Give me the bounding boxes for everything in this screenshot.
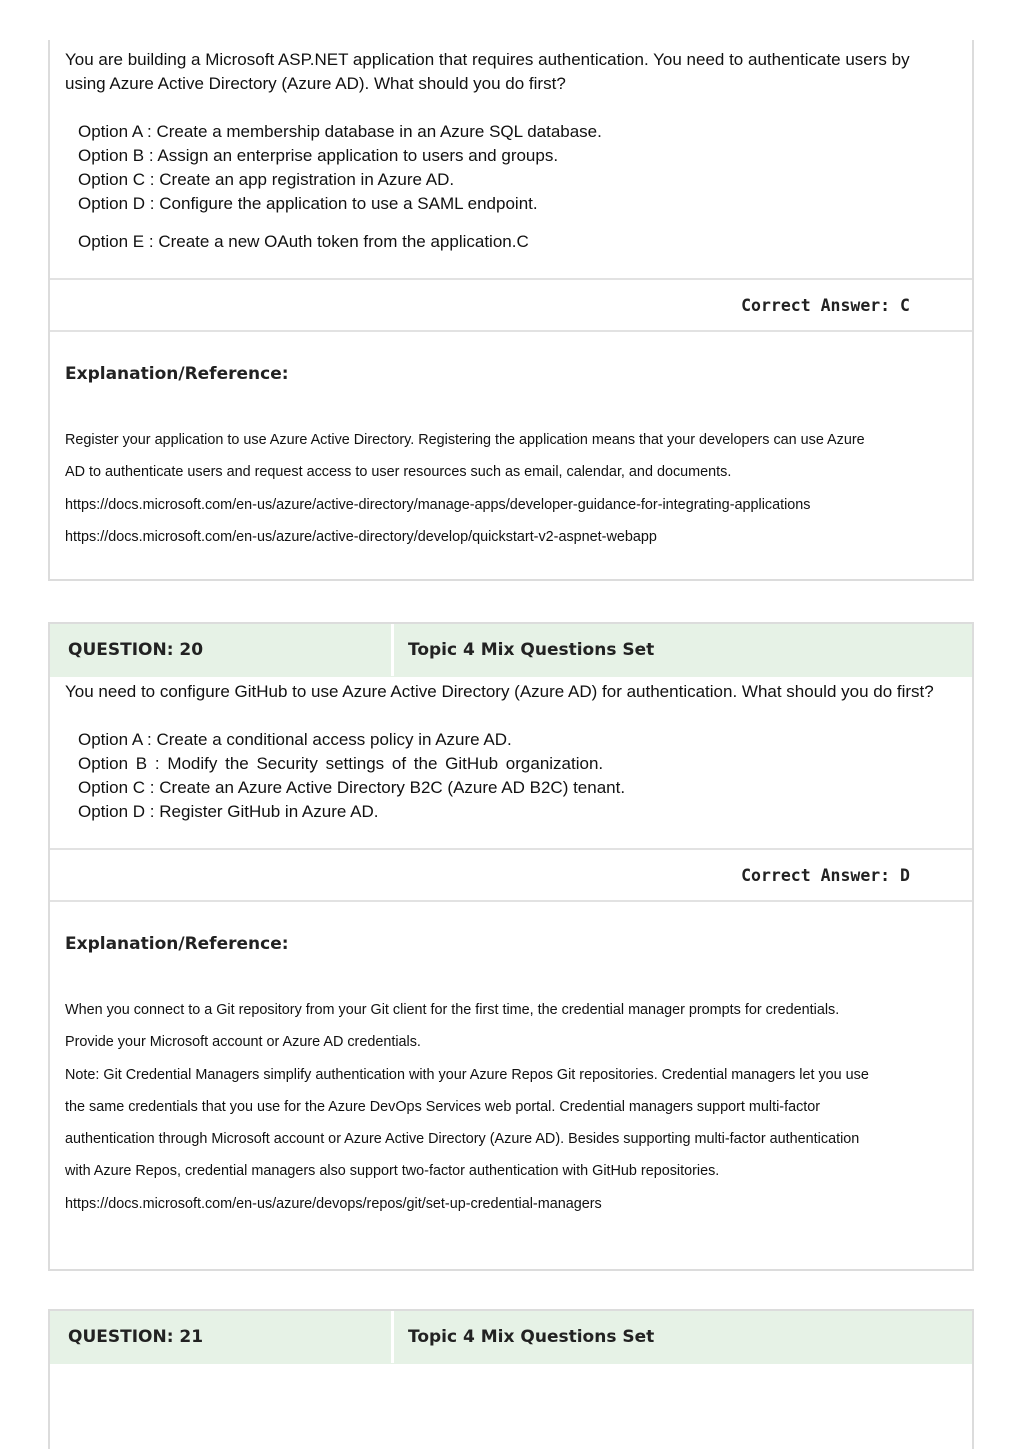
explanation-line: Register your application to use Azure Active Directory. Registering the application means that your developers can use Azure (65, 432, 865, 448)
explanation-body (50, 424, 972, 553)
reference-link: https://docs.microsoft.com/en-us/azure/active-directory/develop/quickstart-v2-aspnet-webapp (65, 528, 657, 545)
option-b: Option B : Modify the Security settings of the GitHub organization. (78, 754, 604, 773)
explanation-line: with Azure Repos, credential managers also support two-factor authentication with GitHub repositories. (65, 1163, 720, 1180)
explanation-body (50, 994, 972, 1220)
option-b: Option B : Assign an enterprise application to users and groups. (78, 146, 559, 165)
explanation-line: AD to authenticate users and request access to user resources such as email, calendar, and documents. (65, 464, 732, 481)
question-text: You need to configure GitHub to use Azure Active Directory (Azure AD) for authentication. What should you do first? (65, 682, 934, 701)
question-topic: Topic 4 Mix Questions Set (408, 1327, 655, 1347)
explanation-line: authentication through Microsoft account or Azure Active Directory (Azure AD). Besides supporting multi-factor authentication (65, 1131, 860, 1148)
question-text: You are building a Microsoft ASP.NET application that requires authentication. You need to authenticate users by using Azure Active Directory (Azure AD). What should you do first? (65, 50, 910, 93)
reference-link: https://docs.microsoft.com/en-us/azure/devops/repos/git/set-up-credential-managers (65, 1195, 602, 1212)
explanation-line: When you connect to a Git repository from your Git client for the first time, the credential manager prompts for credentials. (65, 1002, 840, 1018)
option-a: Option A : Create a membership database in an Azure SQL database. (78, 122, 602, 141)
option-e: Option E : Create a new OAuth token from the application.C (78, 232, 529, 251)
question-number: QUESTION: 20 (50, 624, 394, 676)
option-d: Option D : Register GitHub in Azure AD. (78, 802, 379, 821)
explanation-line: the same credentials that you use for the Azure DevOps Services web portal. Credential managers support multi-factor (65, 1098, 821, 1115)
options-list (50, 120, 972, 254)
explanation-title: Explanation/Reference: (65, 364, 289, 384)
question-header (50, 624, 972, 677)
correct-answer: Correct Answer: D (741, 865, 910, 885)
answer-row (50, 278, 972, 332)
question-21-card (48, 1309, 974, 1449)
option-c: Option C : Create an app registration in Azure AD. (78, 170, 455, 189)
explanation-title: Explanation/Reference: (65, 934, 289, 954)
explanation-line: Provide your Microsoft account or Azure AD credentials. (65, 1034, 421, 1051)
option-d: Option D : Configure the application to use a SAML endpoint. (78, 194, 538, 213)
correct-answer: Correct Answer: C (741, 295, 910, 315)
explanation-line: Note: Git Credential Managers simplify authentication with your Azure Repos Git repositories. Credential managers let you use (65, 1066, 869, 1083)
options-list (50, 728, 972, 824)
option-c: Option C : Create an Azure Active Directory B2C (Azure AD B2C) tenant. (78, 778, 626, 797)
question-19-card (48, 40, 974, 581)
question-number: QUESTION: 21 (50, 1311, 394, 1363)
reference-link: https://docs.microsoft.com/en-us/azure/active-directory/manage-apps/developer-guidance-for-integrating-applications (65, 496, 811, 513)
question-header (50, 1311, 972, 1364)
option-a: Option A : Create a conditional access policy in Azure AD. (78, 730, 512, 749)
answer-row (50, 848, 972, 902)
question-topic: Topic 4 Mix Questions Set (408, 640, 655, 660)
question-20-card (48, 622, 974, 1271)
